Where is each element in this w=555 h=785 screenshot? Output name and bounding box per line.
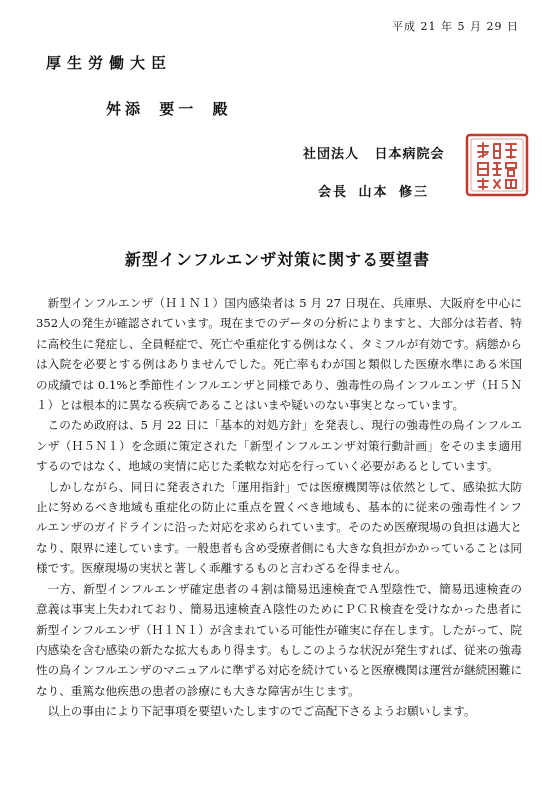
- recipient-organization: 厚生労働大臣: [46, 54, 173, 72]
- sender-organization: 社団法人 日本病院会: [303, 147, 445, 162]
- body-paragraph: 一方、新型インフルエンザ確定患者の４割は簡易迅速検査でＡ型陰性で、簡易迅速検査の意義は事実上失われており、簡易迅速検査Ａ陰性のためにＰＣＲ検査を受けなかった患者に新型インフルエンザ（Ｈ１Ｎ１）が含まれている可能性が確実に存在します。したがって、院内感染を含む感染の新たな拡大もあり得ます。もしこのような状況が発生すれば、従来の強毒性の鳥インフルエンザのマニュアルに準ずる対応を続けていると医療機関は運営が継続困難になり、重篤な他疾患の患者の診療にも大きな障害が生じます。: [36, 581, 523, 698]
- official-seal-stamp: [464, 132, 530, 198]
- letter-date: 平成 21 年 5 月 29 日: [392, 20, 519, 33]
- sender-name: 会長 山本 修三: [318, 185, 430, 200]
- body-paragraph: しかしながら、同日に発表された「運用指針」では医療機関等は依然として、感染拡大防止に努めるべき地域も重症化の防止に重点を置くべき地域も、基本的に従来の強毒性インフルエンザのガイドラインに沿った対応を求められています。そのため医療現場の負担は過大となり、限界に達しています。一般患者も含め受療者側にも大きな負担がかかっていることは同様です。医療現場の実状と著しく乖離するものと言わざるを得ません。: [36, 479, 523, 576]
- recipient-name: 舛添 要一 殿: [106, 100, 232, 118]
- body-paragraph: 新型インフルエンザ（Ｈ１Ｎ１）国内感染者は 5 月 27 日現在、兵庫県、大阪府を中心に352人の発生が確認されています。現在までのデータの分析によりますと、大部分は若者、特に高校生に発症し、全員軽症で、死亡や重症化する例はなく、タミフルが有効です。病態からは入院を必要とする例はありませんでした。死亡率もわが国と類似した医療水準にある米国の成績では 0.1%と季節性インフルエンザと同様であり、強毒性の鳥インフルエンザ（Ｈ５Ｎ１）とは根本的に異なる疾病であることはいまや疑いのない事実となっています。: [36, 296, 522, 413]
- body-paragraph: このため政府は、5 月 22 日に「基本的対処方針」を発表し、現行の強毒性の鳥インフルエンザ（Ｈ５Ｎ１）を念頭に策定された「新型インフルエンザ対策行動計画」をそのまま適用するのではなく、地域の実情に応じた柔軟な対応を行っていく必要があるとしています。: [36, 418, 522, 474]
- document-title: 新型インフルエンザ対策に関する要望書: [124, 250, 431, 269]
- body-paragraph: 以上の事由により下記事項を要望いたしますのでご高配下さるようお願いします。: [47, 704, 476, 719]
- document-body: [36, 293, 522, 722]
